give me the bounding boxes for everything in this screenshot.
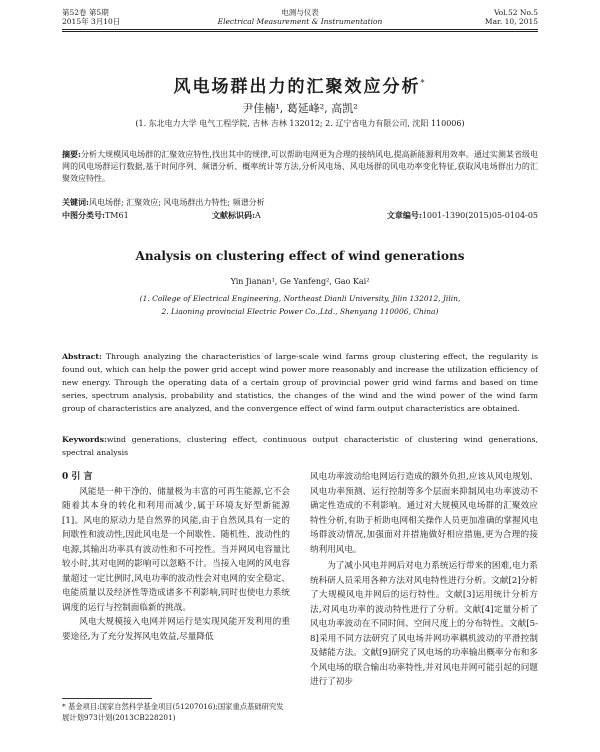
abstract-en: Abstract: Through analyzing the characteristics of large-scale wind farms group clustering effect, the regularity is found out, which can help the power grid accept wind power more reasonably and increase the utilization efficiency of new energy. Through the operating data of a certain group of provincial power grid wind farms and based on time series, spectrum analysis, probability and statistics, the changes of the wind and the wind power of the wind farm group of characteristics are analyzed, and the convergence effect of wind farm output characteristics are obtained. bbox=[62, 352, 538, 413]
header-rule-2 bbox=[62, 31, 538, 32]
abstract-cn: 摘要:分析大规模风电场群的汇聚效应特性,找出其中的规律,可以帮助电网更为合理的接纳风电,提高新能源利用效率。通过实测某省级电网的风电场群运行数据,基于时间序列、频谱分析、概率统计等方法,分析风电场、风电场群的风电功率变化特征,获取风电场群出力的汇聚效应特性。 bbox=[62, 149, 538, 183]
header-volume-en: Vol.52 No.5 bbox=[493, 8, 538, 17]
footnote: * 基金项目:国家自然科学基金项目(51207016);国家重点基础研究发展计划973计划(2013CB228201) bbox=[62, 702, 284, 722]
intro-paragraph-2: 风电大规模接入电网并网运行是实现风能开发利用的重要途径,为了充分发挥风电效益,尽量降低 bbox=[62, 617, 290, 642]
affiliation-en-line-1: (1. College of Electrical Engineering, Northeast Dianli University, Jilin 132012, Jilin, bbox=[139, 294, 461, 303]
affiliation-en-line-2: 2. Liaoning provincial Electric Power Co.,Ltd., Shenyang 110006, China) bbox=[161, 307, 439, 316]
article-number: 文章编号:1001-1390(2015)05-0104-05 bbox=[386, 210, 538, 220]
intro-heading: 0 引 言 bbox=[62, 472, 93, 482]
footnote-rule bbox=[62, 698, 152, 699]
header-rule bbox=[62, 29, 538, 30]
affiliation-en bbox=[0, 292, 600, 318]
header-volume-cn: 第52卷 第5期 bbox=[62, 8, 109, 17]
intro-paragraph-1: 风能是一种干净的、储量极为丰富的可再生能源,它不会随着其本身的转化和利用而减少,属于环境友好型新能源[1]。风电的原动力是自然界的风能,由于自然风具有一定的间歇性和波动性,因此风电是一个间歇性、随机性、波动性的电源,其输出功率具有波动性和不可控性。当并网风电容量比较小时,其对电网的影响可以忽略不计。当接入电网的风电容量超过一定比例时,风电功率的波动性会对电网的安全稳定、电能质量以及经济性等造成诸多不利影响,同时也使电力系统调度的运行与控制面临新的挑战。 bbox=[62, 486, 290, 613]
header-date-en: Mar. 10, 2015 bbox=[484, 17, 538, 26]
authors-cn: 尹佳楠¹, 葛延峰², 高凯² bbox=[242, 102, 358, 115]
right-column bbox=[310, 470, 538, 690]
header-journal-en: Electrical Measurement & Instrumentation bbox=[217, 17, 383, 26]
affiliation-cn: (1. 东北电力大学 电气工程学院, 吉林 吉林 132012; 2. 辽宁省电力有限公司, 沈阳 110006) bbox=[135, 119, 465, 128]
clc-number: 中图分类号:TM61 bbox=[62, 210, 129, 220]
keywords-en: Keywords:wind generations, clustering effect, continuous output characteristic of clustering wind generations, spectral analysis bbox=[62, 435, 538, 457]
paper-title-cn: 风电场群出力的汇聚效应分析* bbox=[173, 77, 427, 97]
right-paragraph-2: 为了减小风电并网后对电力系统运行带来的困难,电力系统科研人员采用各种方法对风电特性进行分析。文献[2]分析了大规模风电并网后的运行特性。文献[3]运用统计分析方法,对风电功率的波动特性进行了分析。文献[4]定量分析了风电功率波动在不同时间、空间尺度上的分布特性。文献[5-8]采用不同方法研究了风电场并网功率耦机波动的平滑控制及储能方法。文献[9]研究了风电场的功率输出概率分布和多个风电场的联合输出功率特性,并对风电并网可能引起的问题进行了初步 bbox=[310, 561, 538, 687]
paper-title-en: Analysis on clustering effect of wind generations bbox=[135, 249, 465, 263]
left-column bbox=[62, 470, 290, 644]
authors-en: Yin Jianan¹, Ge Yanfeng², Gao Kai² bbox=[230, 277, 370, 286]
header-date-cn: 2015年 3月10日 bbox=[62, 17, 121, 26]
right-paragraph-1: 风电功率波动给电网运行造成的额外负担,应该从风电规划、风电功率预测、运行控制等多个层面来抑制风电功率波动不确定性造成的不利影响。通过对大规模风电场群的汇聚效应特性分析,有助于析助电网相关操作人员更加准确的掌握风电场群波动情况,加强面对并措施做好相应措施,更为合理的接纳利用风电。 bbox=[310, 472, 538, 555]
doc-code: 文献标识码:A bbox=[212, 210, 261, 220]
header-journal-cn: 电测与仪表 bbox=[281, 8, 319, 17]
keywords-cn: 关键词:风电场群; 汇聚效应; 风电场群出力特性; 频谱分析 bbox=[62, 197, 265, 207]
